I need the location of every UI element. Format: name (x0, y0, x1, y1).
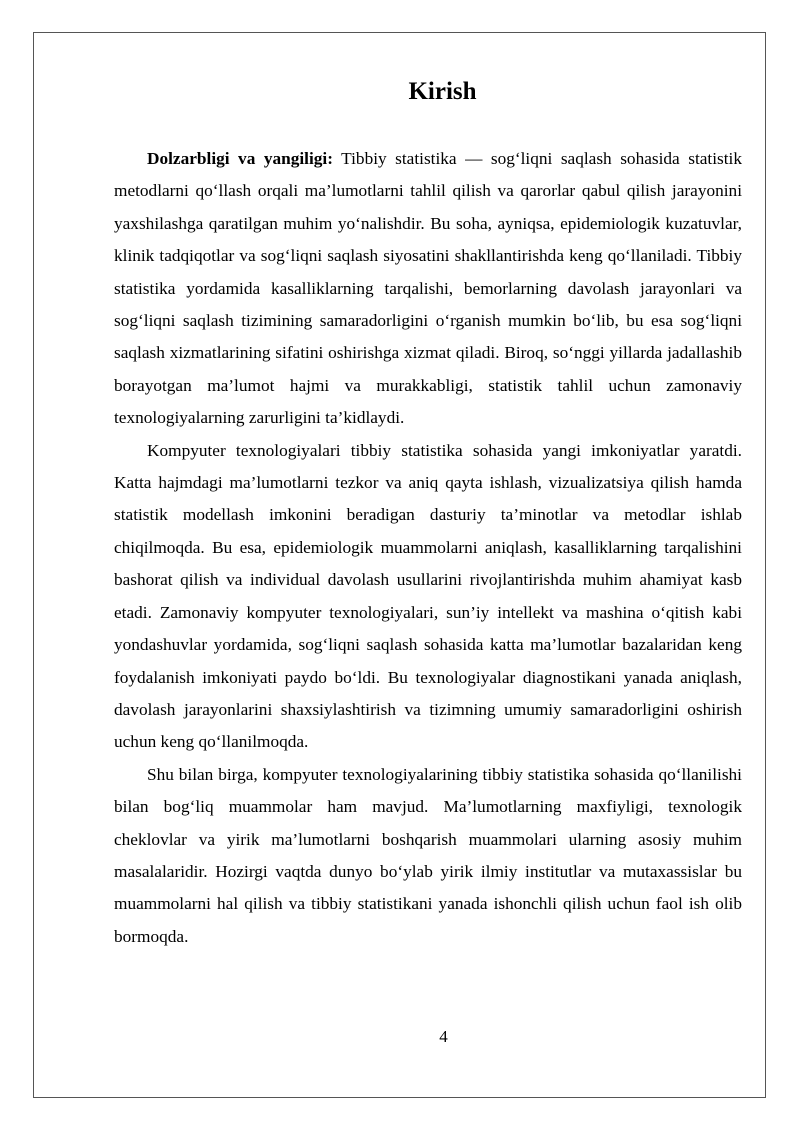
paragraph-technologies (114, 435, 742, 759)
paragraph-text: Shu bilan birga, kompyuter texnologiyalarining tibbiy statistika sohasida qo‘llanilishi bilan bog‘liq muammolar ham mavjud. Ma’lumotlarning maxfiyligi, texnologik cheklovlar va yirik ma’lumotlarni boshqarish muammolari ularning asosiy muhim masalalaridir. Hozirgi vaqtda dunyo bo‘ylab yirik ilmiy institutlar va mutaxassislar bu muammolarni hal qilish va tibbiy statistikani yanada ishonchli qilish uchun faol ish olib bormoqda. (114, 764, 742, 946)
document-body (114, 143, 742, 953)
paragraph-text: Kompyuter texnologiyalari tibbiy statistika sohasida yangi imkoniyatlar yaratdi. Katta hajmdagi ma’lumotlarni tezkor va aniq qayta ishlash, vizualizatsiya qilish hamda statistik modellash imkonini beradigan dasturiy ta’minotlar va metodlar ishlab chiqilmoqda. Bu esa, epidemiologik muammolarni aniqlash, kasalliklarning tarqalishini bashorat qilish va individual davolash usullarini rivojlantirishda muhim ahamiyat kasb etadi. Zamonaviy kompyuter texnologiyalari, sun’iy intellekt va mashina o‘qitish kabi yondashuvlar yordamida, sog‘liqni saqlash sohasida katta ma’lumotlar bazalaridan keng foydalanish imkoniyati paydo bo‘ldi. Bu texnologiyalar diagnostikani yanada aniqlash, davolash jarayonlarini shaxsiylashtirish va tizimning umumiy samaradorligini oshirish uchun keng qo‘llanilmoqda. (114, 440, 742, 752)
paragraph-relevance (114, 143, 742, 435)
paragraph-text: Tibbiy statistika — sog‘liqni saqlash sohasida statistik metodlarni qo‘llash orqali ma’lumotlarni tahlil qilish va qarorlar qabul qilish jarayonini yaxshilashga qaratilgan muhim yo‘nalishdir. Bu soha, ayniqsa, epidemiologik kuzatuvlar, klinik tadqiqotlar va sog‘liqni saqlash siyosatini shakllantirishda keng qo‘llaniladi. Tibbiy statistika yordamida kasalliklarning tarqalishi, bemorlarning davolash jarayonlari va sog‘liqni saqlash tizimining samaradorligini o‘rganish mumkin bo‘lib, bu esa sog‘liqni saqlash xizmatlarining sifatini oshirishga xizmat qiladi. Biroq, so‘nggi yillarda jadallashib borayotgan ma’lumot hajmi va murakkabligi, statistik tahlil uchun zamonaviy texnologiyalarning zarurligini ta’kidlaydi. (114, 149, 742, 428)
paragraph-lead: Dolzarbligi va yangiligi: (147, 149, 333, 168)
paragraph-problems (114, 759, 742, 953)
page-title: Kirish (408, 78, 477, 105)
page-number: 4 (439, 1027, 448, 1046)
